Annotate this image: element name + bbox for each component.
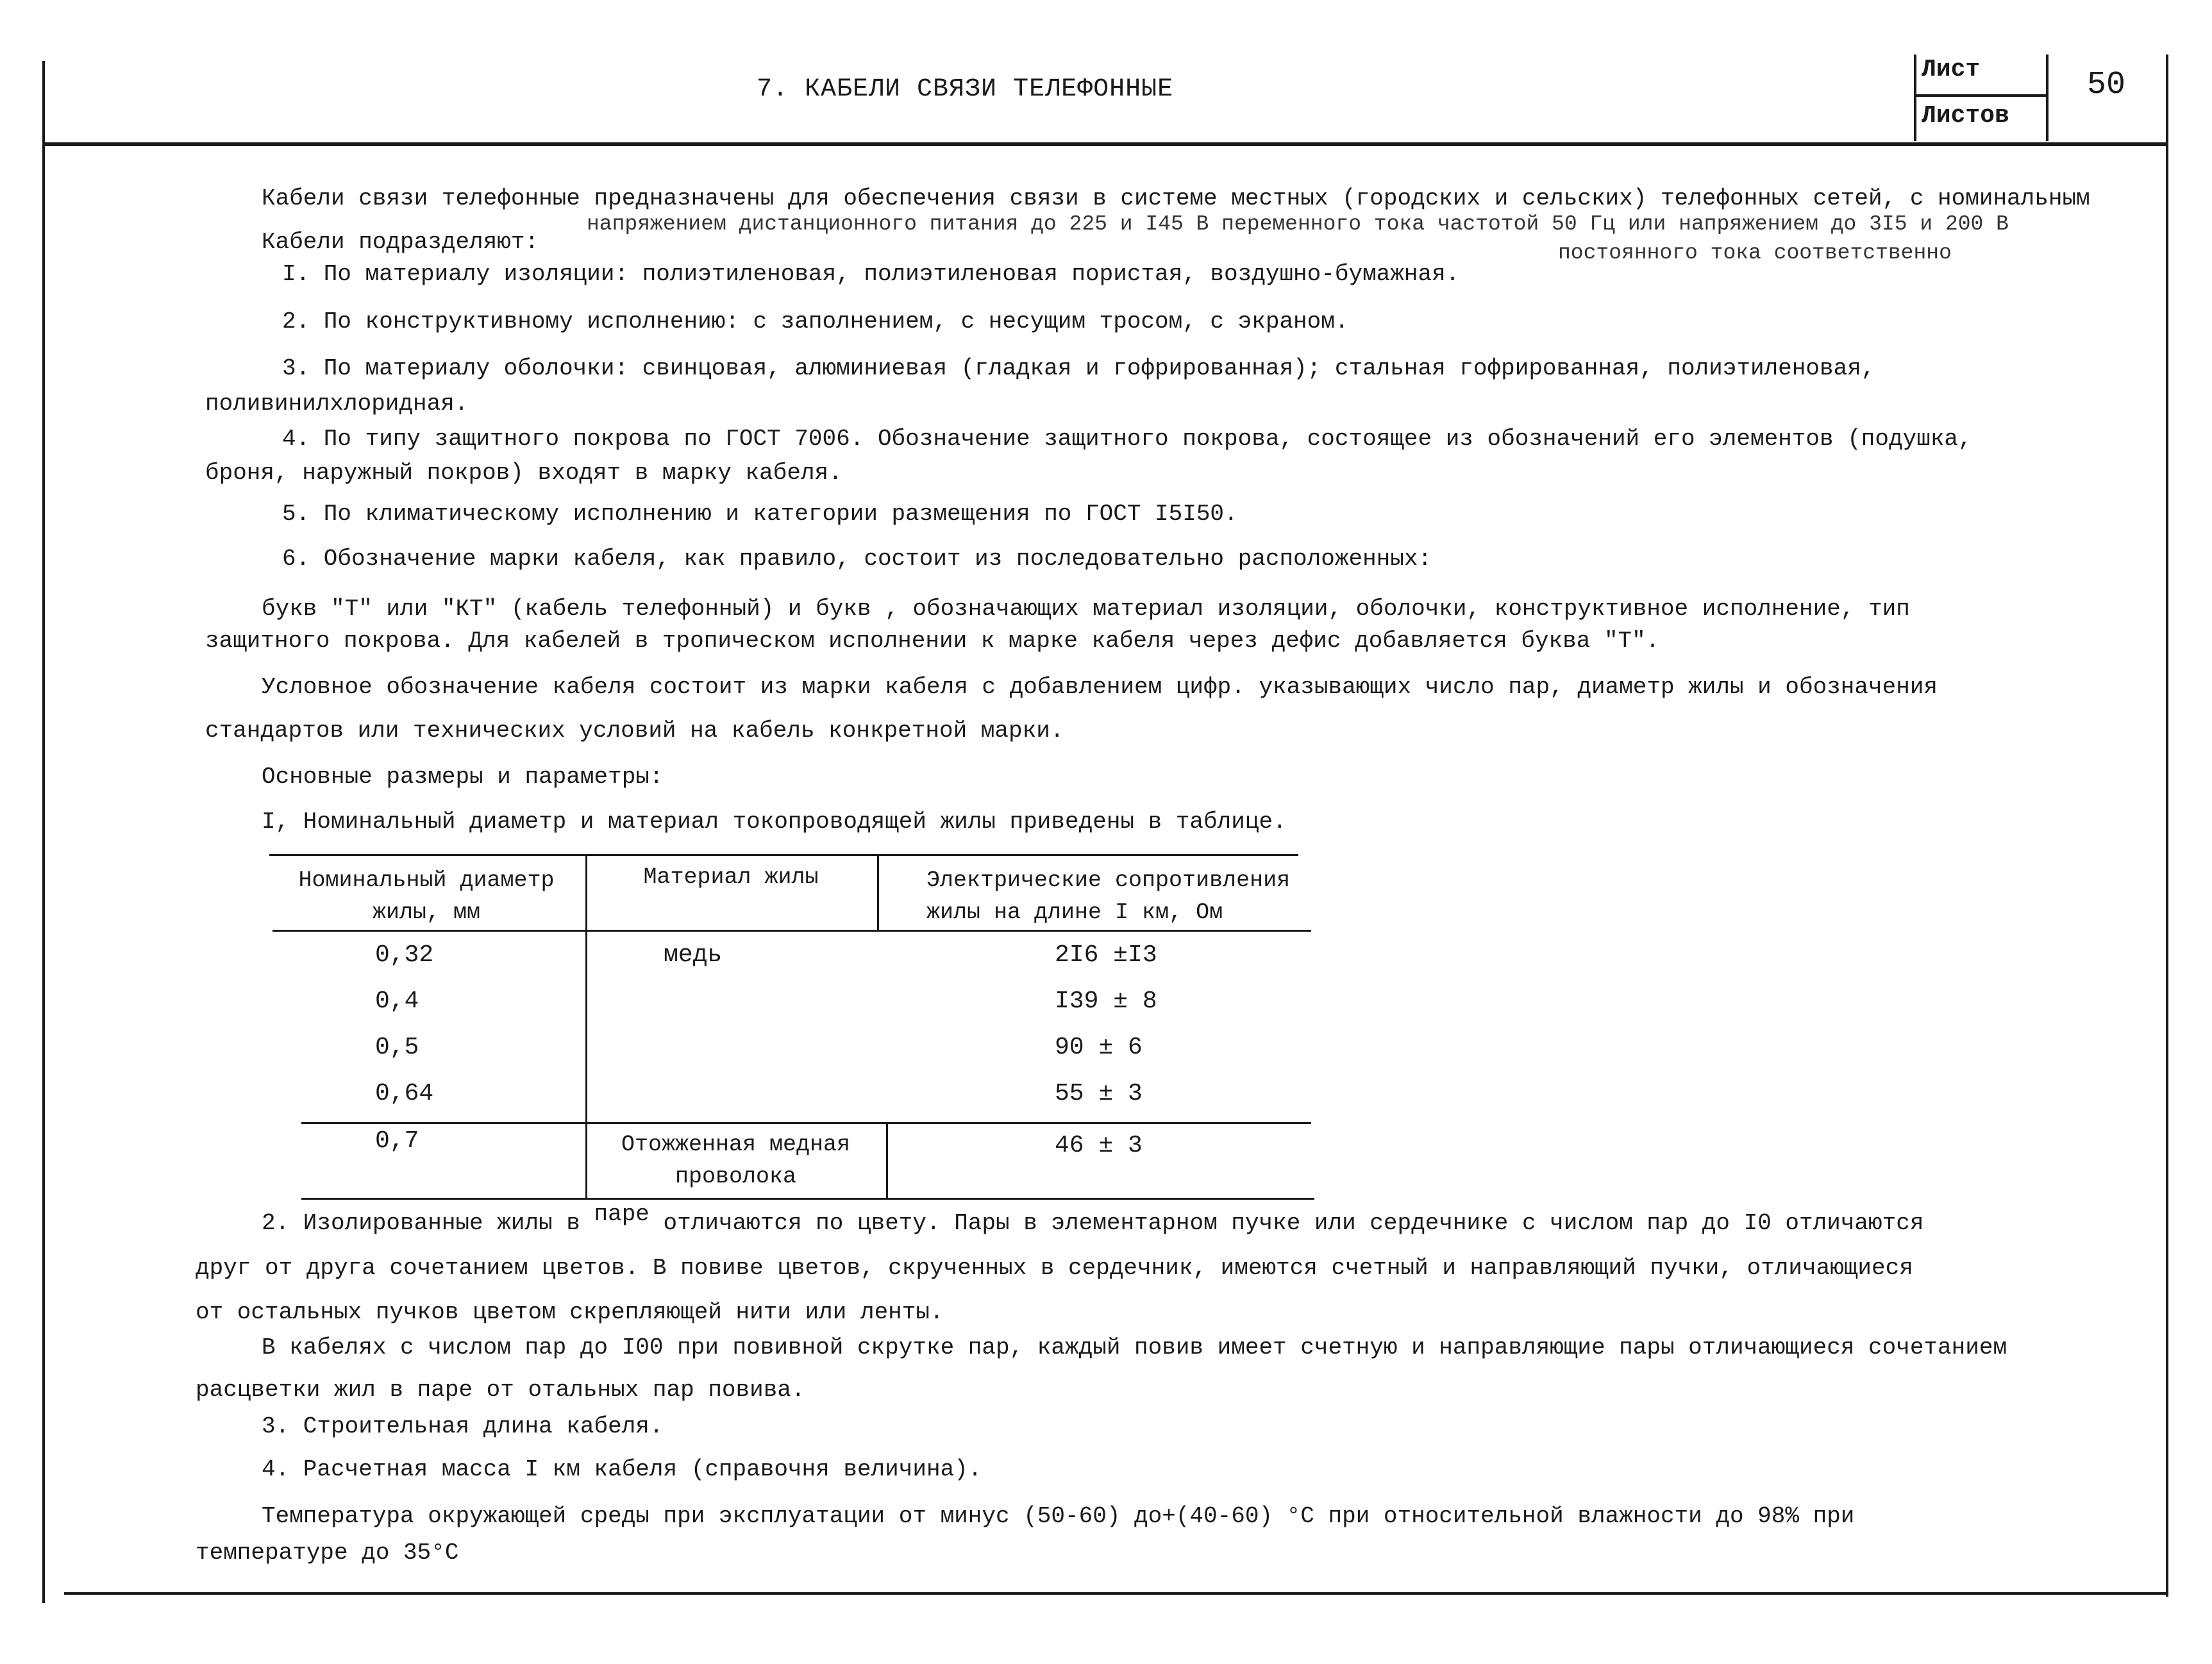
intro-line-1: Кабели связи телефонные предназначены для обеспечения связи в системе местных (городских и сельских) телефонных сетей, с номинальным — [262, 185, 2090, 212]
page-title: 7. КАБЕЛИ СВЯЗИ ТЕЛЕФОННЫЕ — [757, 75, 1174, 104]
sheet-number: 50 — [2087, 67, 2126, 103]
intro-line-2: напряжением дистанционного питания до 225 и I45 В переменного тока частотой 50 Гц или напряжением до 3I5 и 200 В — [587, 212, 2009, 236]
item-6-line-3: защитного покрова. Для кабелей в тропическом исполнении к марке кабеля через дефис добавляется буква "Т". — [205, 628, 1660, 654]
para-2-post: отличаются по цвету. Пары в элементарном пучке или сердечнике с числом пар до I0 отличаются — [663, 1210, 1924, 1236]
item-5: 5. По климатическому исполнению и категории размещения по ГОСТ I5I50. — [282, 501, 1238, 527]
row-2-resistance: I39 ± 8 — [1055, 987, 1157, 1015]
temperature-line-2: температуре до 35°С — [196, 1540, 459, 1566]
table-header-rule — [272, 930, 1311, 932]
item-3-line-2: поливинилхлоридная. — [205, 391, 469, 417]
left-border — [42, 61, 45, 1603]
item-1: I. По материалу изоляции: полиэтиленовая, полиэтиленовая пористая, воздушно-бумажная. — [282, 261, 1460, 287]
para-3: 3. Строительная длина кабеля. — [262, 1413, 664, 1440]
classify-label: Кабели подразделяют: — [262, 229, 539, 255]
row-1-material: медь — [664, 941, 723, 969]
header-resistance — [926, 864, 1290, 929]
params-label: Основные размеры и параметры: — [262, 764, 664, 790]
header-material-line-1: Материал жилы — [643, 864, 819, 890]
para-2-pre: 2. Изолированные жилы в — [262, 1210, 580, 1236]
para-2-line-2: друг от друга сочетанием цветов. В повиве цветов, скрученных в сердечник, имеются счетный и направляющий пучки, отличающиеся — [196, 1255, 1913, 1281]
intro-line-3: постоянного тока соответственно — [1558, 241, 1952, 265]
header-diameter-line-1: Номинальный диаметр — [298, 868, 555, 893]
item-4-line-2: броня, наружный покров) входят в марку кабеля. — [205, 460, 842, 486]
para-2-line-4: В кабелях с числом пар до I00 при повивной скрутке пар, каждый повив имеет счетную и направляющие пары отличающиеся сочетанием — [262, 1334, 2007, 1361]
table-intro: I, Номинальный диаметр и материал токопроводящей жилы приведены в таблице. — [262, 809, 1287, 835]
sheet-label: Лист — [1922, 56, 1981, 83]
para-2-line-1 — [262, 1201, 1924, 1236]
stamp-left-border — [1914, 55, 1916, 141]
header-resistance-line-2: жилы на длине I км, Ом — [926, 900, 1223, 925]
table-row5-rule — [301, 1122, 1311, 1124]
para-2-line-5: расцветки жил в паре от отальных пар повива. — [196, 1377, 805, 1403]
conditional-line-1: Условное обозначение кабеля состоит из марки кабеля с добавлением цифр. указывающих число пар, диаметр жилы и обозначения — [262, 674, 1938, 700]
header-resistance-line-1: Электрические сопротивления — [926, 868, 1291, 893]
row-4-diameter: 0,64 — [375, 1080, 434, 1107]
item-3-line-1: 3. По материалу оболочки: свинцовая, алюминиевая (гладкая и гофрированная); стальная гофрированная, полиэтиленовая, — [282, 355, 1875, 382]
sheets-label: Листов — [1922, 102, 2009, 130]
row-3-resistance: 90 ± 6 — [1055, 1034, 1143, 1061]
row-1-resistance: 2I6 ±I3 — [1055, 941, 1157, 969]
table-bottom-rule — [301, 1198, 1314, 1200]
bottom-rule — [64, 1592, 2168, 1595]
sheet-stamp — [1914, 55, 2164, 141]
para-2-line-3: от остальных пучков цветом скрепляющей нити или ленты. — [196, 1299, 944, 1325]
row-5-material — [587, 1129, 885, 1193]
item-6-line-2: букв "Т" или "КТ" (кабель телефонный) и букв , обозначающих материал изоляции, оболочки, конструктивное исполнение, тип — [262, 596, 1910, 622]
header-diameter-line-2: жилы, мм — [372, 900, 481, 925]
row-5-resistance: 46 ± 3 — [1055, 1132, 1143, 1159]
para-4: 4. Расчетная масса I км кабеля (справочня величина). — [262, 1456, 982, 1483]
item-2: 2. По конструктивному исполнению: с заполнением, с несущим тросом, с экраном. — [282, 308, 1349, 335]
table-col2-divider-lower — [886, 1122, 888, 1199]
row-5-material-line-2: проволока — [674, 1164, 797, 1189]
row-1-diameter: 0,32 — [375, 941, 434, 969]
right-border — [2166, 55, 2168, 1597]
table-col2-divider — [877, 856, 879, 930]
item-4-line-1: 4. По типу защитного покрова по ГОСТ 7006. Обозначение защитного покрова, состоящее из обозначений его элементов (подушка, — [282, 426, 1972, 452]
row-5-material-line-1: Отожженная медная — [621, 1132, 851, 1157]
header-material — [587, 864, 875, 890]
table-top-rule — [269, 854, 1298, 856]
conditional-line-2: стандартов или технических условий на кабель конкретной марки. — [205, 718, 1064, 744]
header-diameter — [269, 864, 583, 929]
temperature-line-1: Температура окружающей среды при эксплуатации от минус (50-60) до+(40-60) °С при относительной влажности до 98% при — [262, 1503, 1855, 1529]
row-3-diameter: 0,5 — [375, 1034, 419, 1061]
row-5-diameter: 0,7 — [375, 1127, 419, 1155]
conductor-table — [269, 846, 1327, 1206]
row-2-diameter: 0,4 — [375, 987, 419, 1015]
item-6: 6. Обозначение марки кабеля, как правило, состоит из последовательно расположенных: — [282, 546, 1432, 572]
stamp-mid-rule — [1914, 94, 2049, 97]
stamp-divider — [2046, 55, 2049, 141]
para-2-sup: паре — [594, 1201, 649, 1227]
header-rule — [45, 142, 2166, 146]
row-4-resistance: 55 ± 3 — [1055, 1080, 1143, 1107]
